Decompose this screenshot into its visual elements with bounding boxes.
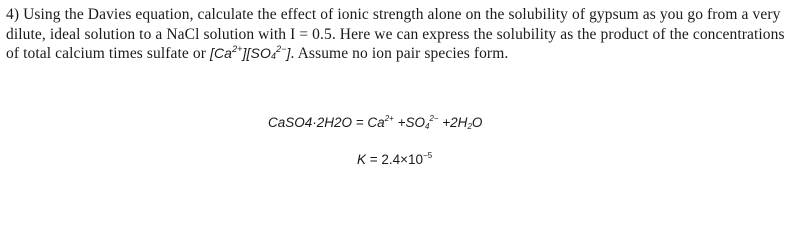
problem-text-main: 4) Using the Davies equation, calculate the effect of ionic strength alone on the solubility of gypsum as you go from a very dilute, ideal solution to a NaCl solution with I = 0.5. Here we can express the solubility as the product of the concentrations of total calcium times sulfate or [6,6,785,62]
equilibrium-constant: $K = 2.4\times 10^{-5}$ [357,151,433,167]
problem-statement [6,5,796,64]
problem-text-end: . Assume no ion pair species form. [290,45,509,62]
dissolution-equation: CaSO4·2H2O = $Ca^{2+} +SO_4^{2-} +2H_2O$ [268,114,483,131]
concentration-product: $[Ca^{2+}][SO_4^{2-}]$ [209,44,291,61]
